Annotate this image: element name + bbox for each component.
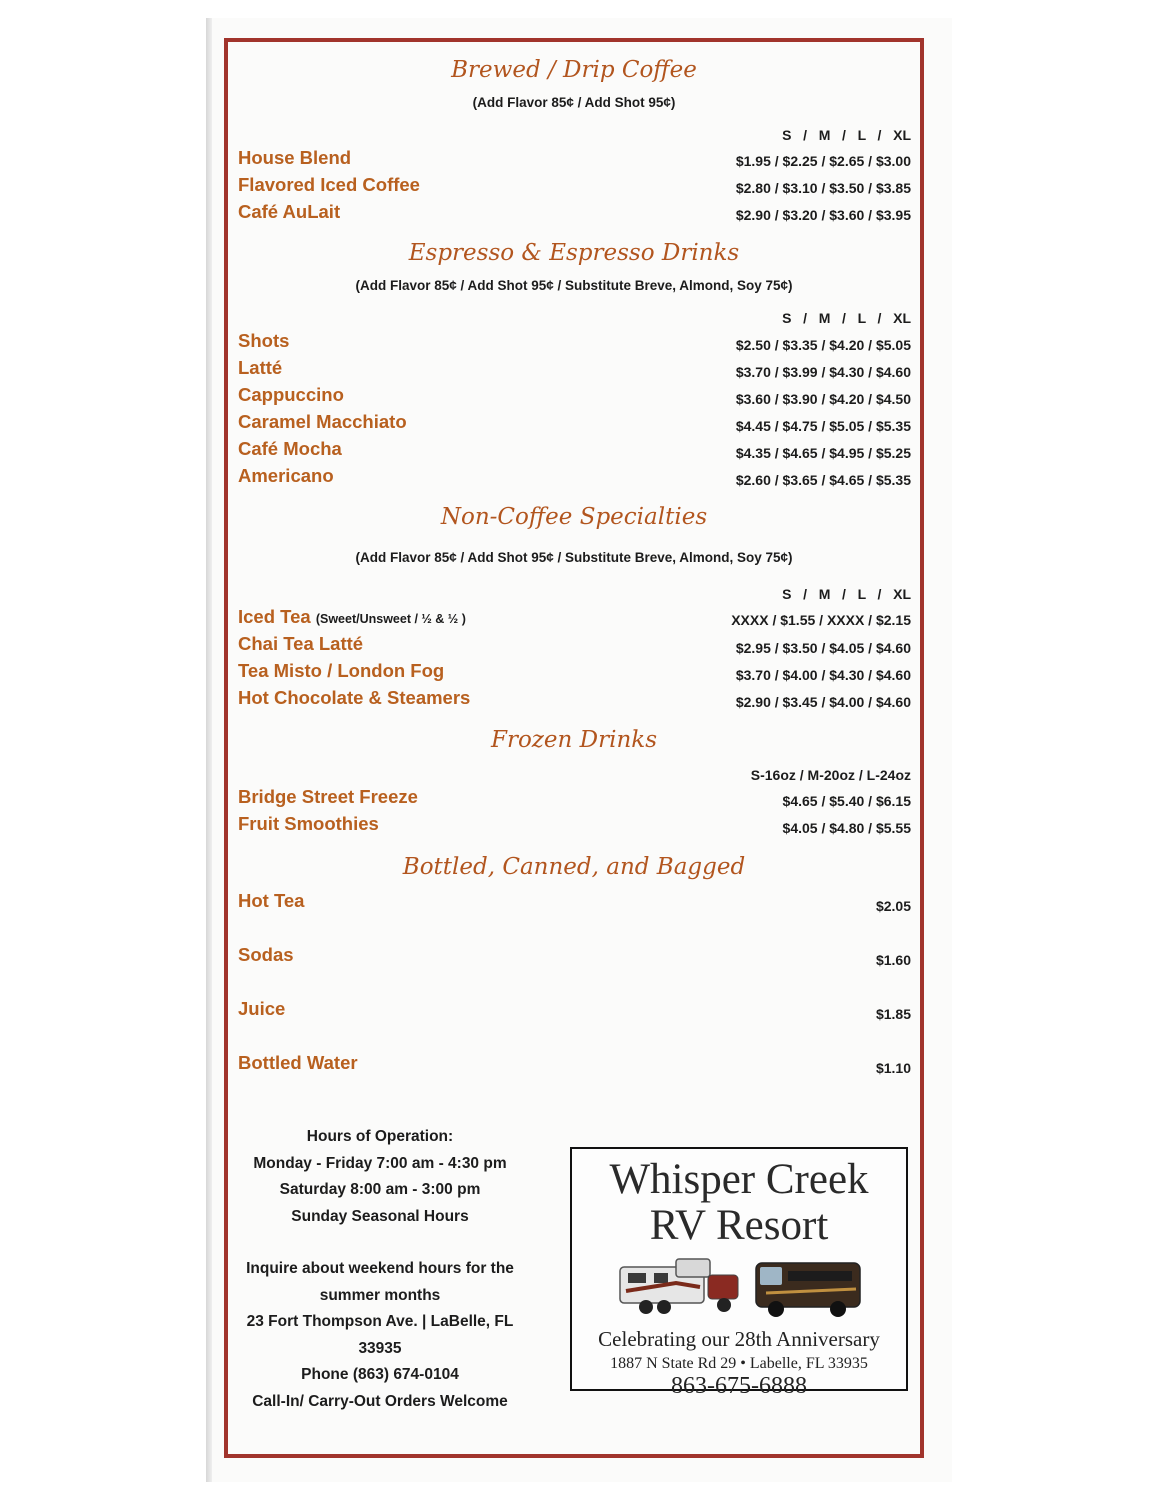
resort-address: 1887 N State Rd 29 • Labelle, FL 33935 [610,1355,868,1372]
menu-item-bottled-water: Bottled Water [238,1052,358,1073]
size-header-espresso: S / M / L / XL [782,310,911,326]
menu-item-cafe-mocha: Café Mocha [238,438,342,459]
orders-note: Call-In/ Carry-Out Orders Welcome [252,1392,508,1410]
menu-price-chai-tea-latte: $2.95 / $3.50 / $4.05 / $4.60 [735,640,911,656]
size-header-noncoffee: S / M / L / XL [782,586,911,602]
menu-item-cappuccino: Cappuccino [238,384,344,405]
menu-item-iced-tea [238,605,466,631]
section-note-brewed: (Add Flavor 85¢ / Add Shot 95¢) [472,95,676,110]
menu-item-sodas: Sodas [238,944,294,965]
menu-item-caramel-macchiato: Caramel Macchiato [238,411,407,432]
menu-price-americano: $2.60 / $3.65 / $4.65 / $5.35 [735,472,911,488]
menu-price-house-blend: $1.95 / $2.25 / $2.65 / $3.00 [735,153,911,169]
menu-item-chai-tea-latte: Chai Tea Latté [238,633,364,654]
section-note-espresso: (Add Flavor 85¢ / Add Shot 95¢ / Substitute Breve, Almond, Soy 75¢) [355,278,793,293]
menu-price-caramel-macchiato: $4.45 / $4.75 / $5.05 / $5.35 [735,418,911,434]
menu-price-cafe-aulait: $2.90 / $3.20 / $3.60 / $3.95 [735,207,911,223]
anniversary-tagline: Celebrating our 28th Anniversary [598,1327,880,1351]
section-title-noncoffee: Non-Coffee Specialties [440,504,708,530]
hours-weekday: Monday - Friday 7:00 am - 4:30 pm [253,1154,507,1172]
menu-item-fruit-smoothies: Fruit Smoothies [238,813,379,834]
menu-item-hot-tea: Hot Tea [238,890,305,911]
cafe-address-line-2: 33935 [358,1339,402,1357]
menu-item-cafe-aulait: Café AuLait [238,201,341,222]
menu-price-latte: $3.70 / $3.99 / $4.30 / $4.60 [735,364,911,380]
hours-heading: Hours of Operation: [306,1128,454,1145]
size-header-brewed: S / M / L / XL [782,127,911,143]
fifth-wheel-trailer-image [620,1259,738,1314]
menu-price-sodas: $1.60 [875,952,911,968]
hours-inquire-line-2: summer months [319,1286,441,1304]
menu-price-shots: $2.50 / $3.35 / $4.20 / $5.05 [735,337,911,353]
section-title-frozen: Frozen Drinks [491,727,657,753]
menu-item-bridge-street-freeze: Bridge Street Freeze [238,786,418,807]
motorhome-image [756,1263,860,1317]
menu-price-hot-chocolate: $2.90 / $3.45 / $4.00 / $4.60 [735,694,911,710]
section-note-noncoffee: (Add Flavor 85¢ / Add Shot 95¢ / Substitute Breve, Almond, Soy 75¢) [355,550,793,565]
resort-phone: 863-675-6888 [671,1373,807,1399]
hours-inquire-line-1: Inquire about weekend hours for the [246,1260,514,1277]
hours-block [238,1124,522,1415]
resort-name-line-2: RV Resort [649,1202,829,1249]
resort-ad [570,1147,908,1399]
menu-item-juice: Juice [238,998,286,1019]
menu-price-bridge-street-freeze: $4.65 / $5.40 / $6.15 [782,793,911,809]
menu-price-juice: $1.85 [875,1006,911,1022]
menu-item-hot-chocolate: Hot Chocolate & Steamers [238,687,471,708]
menu-item-iced-tea-options: (Sweet/Unsweet / ½ & ½ ) [315,612,466,626]
resort-name-line-1: Whisper Creek [609,1156,869,1203]
cafe-address-line-1: 23 Fort Thompson Ave. | LaBelle, FL [246,1313,514,1330]
menu-price-iced-tea: XXXX / $1.55 / XXXX / $2.15 [731,612,911,628]
menu-price-cappuccino: $3.60 / $3.90 / $4.20 / $4.50 [735,391,911,407]
menu-item-iced-tea-name: Iced Tea [238,606,311,627]
menu-item-shots: Shots [238,330,290,351]
hours-saturday: Saturday 8:00 am - 3:00 pm [279,1181,481,1198]
menu-item-tea-misto: Tea Misto / London Fog [238,660,445,681]
hours-sunday: Sunday Seasonal Hours [291,1207,469,1225]
section-title-bottled: Bottled, Canned, and Bagged [402,854,746,880]
menu-price-flavored-iced-coffee: $2.80 / $3.10 / $3.50 / $3.85 [735,180,911,196]
rv-vehicles-image [616,1253,866,1319]
menu-item-americano: Americano [238,465,334,486]
menu-item-house-blend: House Blend [238,147,352,168]
menu-item-flavored-iced-coffee: Flavored Iced Coffee [238,174,420,195]
menu-price-cafe-mocha: $4.35 / $4.65 / $4.95 / $5.25 [735,445,911,461]
menu-price-bottled-water: $1.10 [875,1060,911,1076]
cafe-phone: Phone (863) 674-0104 [301,1366,459,1383]
section-title-brewed: Brewed / Drip Coffee [451,57,697,83]
size-header-frozen: S-16oz / M-20oz / L-24oz [750,767,911,783]
menu-price-hot-tea: $2.05 [875,898,911,914]
menu-price-fruit-smoothies: $4.05 / $4.80 / $5.55 [782,820,911,836]
menu-item-latte: Latté [238,357,283,378]
section-title-espresso: Espresso & Espresso Drinks [408,240,740,266]
menu-price-tea-misto: $3.70 / $4.00 / $4.30 / $4.60 [735,667,911,683]
